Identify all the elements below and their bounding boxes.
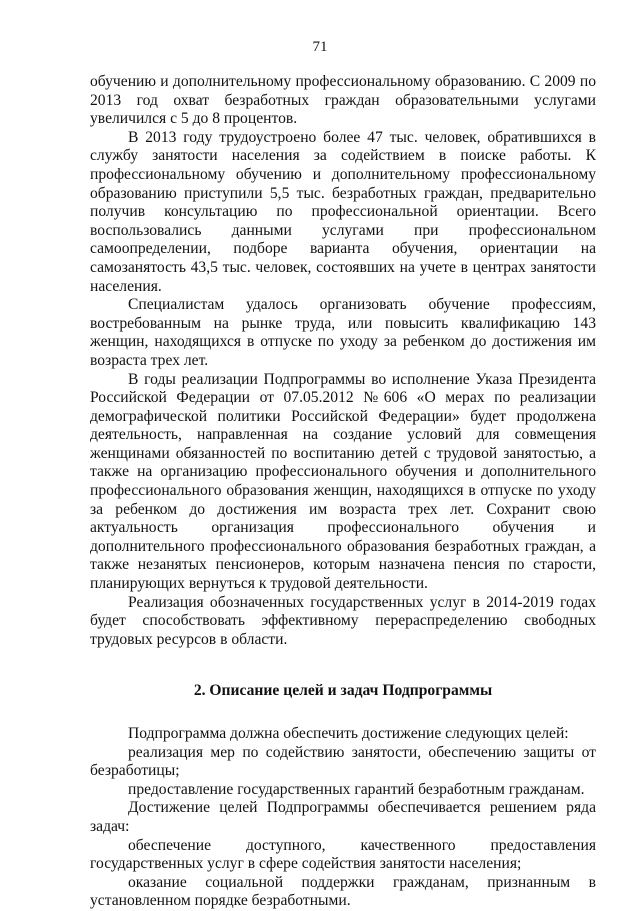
paragraph: Реализация обозначенных государственных услуг в 2014-2019 годах будет способствовать эффективному перераспределению свободных трудовых ресурсов в области. bbox=[90, 593, 596, 648]
paragraph: оказание социальной поддержки гражданам, признанным в установленном порядке безработными. bbox=[90, 873, 596, 910]
paragraph: обучению и дополнительному профессиональному образованию. С 2009 по 2013 год охват безработных граждан образовательными услугами увеличился с 5 до 8 процентов. bbox=[90, 73, 596, 128]
page-number: 71 bbox=[312, 39, 328, 55]
paragraph: обеспечение доступного, качественного предоставления государственных услуг в сфере содействия занятости населения; bbox=[90, 836, 596, 873]
paragraph: Достижение целей Подпрограммы обеспечивается решением ряда задач: bbox=[90, 799, 596, 835]
paragraph: предоставление государственных гарантий безработным гражданам. bbox=[128, 780, 585, 798]
paragraph: В 2013 году трудоустроено более 47 тыс. человек, обратившихся в службу занятости населения за содействием в поиске работы. К профессиональному обучению и дополнительному профессиональному образованию приступили 5,5 тыс. безработных граждан, предварительно получив консультацию по профессиональной ориентации. Всего воспользовались данными услугами при профессиональном самоопределении, подборе варианта обучения, ориентации на самозанятость 43,5 тыс. человек, состоявших на учете в центрах занятости населения. bbox=[90, 128, 596, 295]
paragraph: Специалистам удалось организовать обучение профессиям, востребованным на рынке труда, или повысить квалификацию 143 женщин, находящихся в отпуске по уходу за ребенком до достижения им возраста трех лет. bbox=[90, 296, 596, 369]
paragraph: реализация мер по содействию занятости, обеспечению защиты от безработицы; bbox=[90, 743, 596, 780]
paragraph: В годы реализации Подпрограммы во исполнение Указа Президента Российской Федерации от 07.05.2012 №606 «О мерах по реализации демографической политики Российской Федерации» будет продолжена деятельность, направленная на создание условий для совмещения женщинами обязанностей по воспитанию детей с трудовой занятостью, а также на организацию профессионального обучения и дополнительного профессионального образования женщин, находящихся в отпуске по уходу за ребенком до достижения им возраста трех лет. Сохранит свою актуальность организация профессионального обучения и дополнительного профессионального образования безработных граждан, а также незанятых пенсионеров, которым назначена пенсия по старости, планирующих вернуться к трудовой деятельности. bbox=[90, 370, 596, 593]
section-heading: 2. Описание целей и задач Подпрограммы bbox=[193, 682, 493, 700]
page-content bbox=[90, 73, 596, 911]
paragraph: Подпрограмма должна обеспечить достижение следующих целей: bbox=[128, 725, 569, 742]
